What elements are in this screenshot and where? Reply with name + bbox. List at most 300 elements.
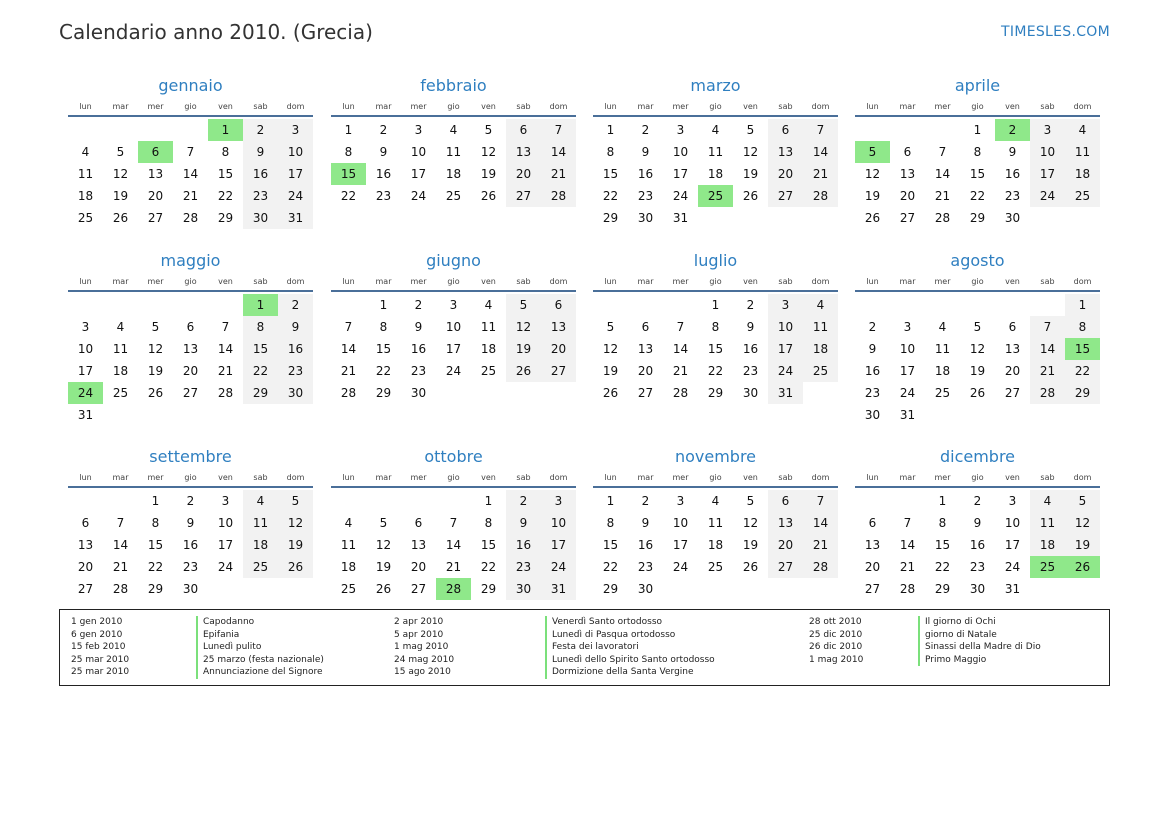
weekday-label: mer [147, 102, 164, 111]
day-cell: 25 [445, 189, 462, 203]
day-grid [855, 119, 1100, 229]
holiday-name: Annunciazione del Signore [196, 666, 324, 679]
day-cell: 17 [77, 364, 94, 378]
empty-cell [68, 490, 103, 512]
month-name: maggio [160, 251, 221, 270]
weekday-label: dom [811, 277, 830, 286]
day-cell: 31 [899, 408, 916, 422]
day-cell: 18 [803, 338, 838, 360]
day-cell: 12 [147, 342, 164, 356]
day-cell-holiday: 6 [138, 141, 173, 163]
weekday-label: lun [342, 473, 355, 482]
day-cell: 18 [1065, 163, 1100, 185]
month-luglio [593, 251, 838, 404]
day-cell: 5 [379, 516, 388, 530]
day-cell: 18 [480, 342, 497, 356]
day-cell: 1 [606, 123, 615, 137]
day-cell: 15 [375, 342, 392, 356]
day-cell: 24 [1004, 560, 1021, 574]
day-cell: 7 [803, 119, 838, 141]
day-cell: 7 [938, 145, 947, 159]
day-cell: 28 [672, 386, 689, 400]
day-cell: 21 [112, 560, 129, 574]
day-cell: 29 [1065, 382, 1100, 404]
day-cell: 22 [602, 560, 619, 574]
month-name: giugno [426, 251, 481, 270]
day-cell: 26 [147, 386, 164, 400]
day-cell: 31 [672, 211, 689, 225]
day-cell: 26 [375, 582, 392, 596]
holiday-name: Venerdì Santo ortodosso [545, 616, 715, 629]
empty-cell [436, 490, 471, 512]
holiday-date: 26 dic 2010 [809, 642, 863, 653]
day-cell: 29 [147, 582, 164, 596]
weekday-label: mar [375, 277, 392, 286]
weekday-label: sab [778, 102, 793, 111]
day-cell: 24 [672, 560, 689, 574]
holiday-name: Lunedì dello Spirito Santo ortodosso [545, 654, 715, 667]
weekday-label: mar [112, 102, 129, 111]
day-cell: 5 [746, 494, 755, 508]
day-cell: 2 [186, 494, 195, 508]
month-ottobre [331, 447, 576, 600]
day-cell: 29 [934, 582, 951, 596]
month-dicembre [855, 447, 1100, 600]
day-cell: 11 [1065, 141, 1100, 163]
day-cell: 11 [445, 145, 462, 159]
day-cell: 23 [375, 189, 392, 203]
day-cell: 17 [768, 338, 803, 360]
day-cell: 13 [147, 167, 164, 181]
day-cell: 7 [1030, 316, 1065, 338]
day-cell: 30 [637, 582, 654, 596]
day-cell: 20 [541, 338, 576, 360]
day-cell: 26 [506, 360, 541, 382]
day-cell: 9 [868, 342, 877, 356]
weekday-label: gio [709, 473, 722, 482]
day-cell: 8 [973, 145, 982, 159]
empty-cell [960, 294, 995, 316]
day-cell: 5 [116, 145, 125, 159]
day-cell: 6 [541, 294, 576, 316]
holiday-names-column [918, 616, 1041, 666]
day-cell: 9 [186, 516, 195, 530]
weekday-label: dom [811, 473, 830, 482]
day-cell: 13 [506, 141, 541, 163]
day-cell: 1 [344, 123, 353, 137]
weekday-label: dom [286, 277, 305, 286]
day-cell: 24 [278, 185, 313, 207]
weekday-label: dom [1073, 102, 1092, 111]
day-cell: 25 [707, 560, 724, 574]
day-cell: 3 [1030, 119, 1065, 141]
weekday-label: ven [1005, 473, 1020, 482]
empty-cell [138, 119, 173, 141]
weekday-label: lun [79, 277, 92, 286]
weekday-label: sab [253, 473, 268, 482]
holiday-dates-column [394, 616, 454, 679]
weekday-label: mer [410, 102, 427, 111]
day-cell-holiday: 5 [855, 141, 890, 163]
day-cell: 16 [506, 534, 541, 556]
day-cell: 12 [864, 167, 881, 181]
day-cell: 30 [243, 207, 278, 229]
day-cell: 3 [278, 119, 313, 141]
day-cell: 22 [243, 360, 278, 382]
day-cell-holiday: 2 [995, 119, 1030, 141]
day-cell: 10 [217, 516, 234, 530]
day-cell: 27 [182, 386, 199, 400]
day-cell: 31 [77, 408, 94, 422]
brand-link[interactable]: TIMESLES.COM [1001, 24, 1110, 40]
day-cell: 14 [899, 538, 916, 552]
day-cell: 22 [602, 189, 619, 203]
month-marzo [593, 76, 838, 229]
day-cell: 23 [969, 560, 986, 574]
holiday-name: Il giorno di Ochi [918, 616, 1041, 629]
month-name: ottobre [424, 447, 483, 466]
day-cell: 4 [803, 294, 838, 316]
day-cell: 28 [803, 556, 838, 578]
weekday-label: dom [549, 277, 568, 286]
day-cell: 11 [243, 512, 278, 534]
day-cell: 22 [969, 189, 986, 203]
day-cell: 21 [899, 560, 916, 574]
weekday-label: gio [709, 277, 722, 286]
day-cell: 3 [221, 494, 230, 508]
holiday-date: 6 gen 2010 [71, 629, 123, 640]
month-settembre [68, 447, 313, 600]
holiday-date: 1 gen 2010 [71, 617, 123, 627]
weekday-label: mer [672, 102, 689, 111]
day-cell: 26 [969, 386, 986, 400]
day-cell: 4 [243, 490, 278, 512]
day-cell: 25 [1065, 185, 1100, 207]
weekday-label: gio [184, 102, 197, 111]
month-name: gennaio [158, 76, 223, 95]
weekday-label: sab [778, 277, 793, 286]
weekday-label: mer [410, 277, 427, 286]
day-cell: 5 [278, 490, 313, 512]
day-cell: 5 [973, 320, 982, 334]
day-cell: 22 [1065, 360, 1100, 382]
weekday-label: ven [218, 473, 233, 482]
day-cell: 21 [672, 364, 689, 378]
day-cell: 3 [449, 298, 458, 312]
day-cell-holiday: 25 [1030, 556, 1065, 578]
day-cell: 8 [344, 145, 353, 159]
day-cell: 26 [480, 189, 497, 203]
weekday-label: dom [286, 473, 305, 482]
day-cell: 11 [803, 316, 838, 338]
day-cell: 10 [410, 145, 427, 159]
weekday-header [331, 98, 576, 117]
day-cell: 15 [707, 342, 724, 356]
day-cell: 23 [1004, 189, 1021, 203]
day-cell: 25 [77, 211, 94, 225]
day-cell: 2 [641, 123, 650, 137]
weekday-header [331, 273, 576, 292]
day-cell: 22 [147, 560, 164, 574]
day-cell: 7 [541, 119, 576, 141]
day-cell: 10 [1030, 141, 1065, 163]
day-cell: 10 [899, 342, 916, 356]
day-cell: 27 [147, 211, 164, 225]
weekday-label: sab [516, 473, 531, 482]
day-cell: 12 [602, 342, 619, 356]
weekday-label: ven [743, 277, 758, 286]
holiday-name: Lunedì pulito [196, 641, 324, 654]
day-cell: 8 [606, 516, 615, 530]
empty-cell [366, 490, 401, 512]
day-cell: 11 [77, 167, 94, 181]
day-cell: 18 [445, 167, 462, 181]
holiday-date: 28 ott 2010 [809, 617, 862, 627]
day-cell: 5 [151, 320, 160, 334]
day-cell: 21 [445, 560, 462, 574]
day-cell: 28 [112, 582, 129, 596]
weekday-label: mar [637, 277, 654, 286]
day-cell: 8 [938, 516, 947, 530]
day-cell: 16 [864, 364, 881, 378]
day-cell: 6 [414, 516, 423, 530]
day-cell: 13 [1004, 342, 1021, 356]
weekday-label: dom [1073, 277, 1092, 286]
day-cell: 29 [707, 386, 724, 400]
day-cell: 30 [969, 582, 986, 596]
weekday-label: ven [743, 102, 758, 111]
day-cell: 19 [112, 189, 129, 203]
day-cell: 29 [602, 211, 619, 225]
weekday-label: dom [811, 102, 830, 111]
day-cell: 27 [637, 386, 654, 400]
day-cell: 9 [243, 141, 278, 163]
weekday-label: gio [447, 102, 460, 111]
day-cell: 12 [506, 316, 541, 338]
day-cell: 20 [147, 189, 164, 203]
empty-cell [331, 490, 366, 512]
day-cell-holiday: 26 [1065, 556, 1100, 578]
day-cell: 17 [1030, 163, 1065, 185]
day-cell: 3 [676, 123, 685, 137]
day-cell: 7 [344, 320, 353, 334]
day-cell: 30 [637, 211, 654, 225]
day-cell: 8 [711, 320, 720, 334]
month-name: marzo [690, 76, 741, 95]
day-cell: 18 [77, 189, 94, 203]
day-cell: 10 [672, 516, 689, 530]
day-cell: 18 [243, 534, 278, 556]
day-cell: 6 [903, 145, 912, 159]
day-cell: 4 [711, 494, 720, 508]
day-cell: 23 [637, 189, 654, 203]
day-cell: 14 [445, 538, 462, 552]
day-cell: 11 [707, 516, 724, 530]
holiday-dates-column [71, 616, 129, 679]
day-grid [331, 119, 576, 207]
day-cell: 9 [641, 516, 650, 530]
day-cell: 6 [768, 490, 803, 512]
day-cell: 23 [243, 185, 278, 207]
day-cell: 8 [484, 516, 493, 530]
holiday-name: giorno di Natale [918, 629, 1041, 642]
day-cell: 9 [379, 145, 388, 159]
weekday-label: dom [549, 473, 568, 482]
holiday-date: 1 mag 2010 [809, 654, 864, 665]
day-cell: 1 [606, 494, 615, 508]
day-cell: 27 [506, 185, 541, 207]
day-cell: 22 [340, 189, 357, 203]
day-cell: 29 [217, 211, 234, 225]
day-cell: 31 [541, 578, 576, 600]
empty-cell [173, 294, 208, 316]
day-cell: 24 [410, 189, 427, 203]
day-cell: 15 [243, 338, 278, 360]
day-cell: 25 [480, 364, 497, 378]
day-cell: 17 [278, 163, 313, 185]
day-cell: 23 [864, 386, 881, 400]
day-cell: 29 [602, 582, 619, 596]
day-cell: 2 [278, 294, 313, 316]
day-cell: 2 [506, 490, 541, 512]
holiday-date: 24 mag 2010 [394, 654, 455, 665]
day-cell: 4 [449, 123, 458, 137]
day-grid [593, 490, 838, 600]
day-cell: 14 [112, 538, 129, 552]
day-cell: 23 [278, 360, 313, 382]
day-cell: 11 [707, 145, 724, 159]
day-cell: 13 [768, 512, 803, 534]
weekday-label: lun [866, 473, 879, 482]
day-cell: 3 [903, 320, 912, 334]
day-cell: 19 [602, 364, 619, 378]
empty-cell [628, 294, 663, 316]
day-cell: 20 [637, 364, 654, 378]
page-title: Calendario anno 2010. (Grecia) [59, 20, 373, 44]
empty-cell [68, 119, 103, 141]
weekday-header [68, 98, 313, 117]
day-cell: 14 [217, 342, 234, 356]
day-cell: 31 [768, 382, 803, 404]
day-cell: 12 [742, 145, 759, 159]
day-cell: 22 [217, 189, 234, 203]
day-cell: 2 [746, 298, 755, 312]
day-cell: 27 [768, 185, 803, 207]
day-cell: 14 [672, 342, 689, 356]
day-cell: 13 [410, 538, 427, 552]
day-cell: 15 [147, 538, 164, 552]
empty-cell [890, 294, 925, 316]
holiday-name: 25 marzo (festa nazionale) [196, 654, 324, 667]
day-cell: 12 [1065, 512, 1100, 534]
month-gennaio [68, 76, 313, 229]
weekday-label: gio [184, 277, 197, 286]
empty-cell [890, 119, 925, 141]
day-grid [593, 119, 838, 229]
day-cell: 30 [864, 408, 881, 422]
day-cell: 21 [217, 364, 234, 378]
weekday-label: mar [375, 102, 392, 111]
day-cell: 13 [182, 342, 199, 356]
day-cell: 19 [864, 189, 881, 203]
day-grid [855, 490, 1100, 600]
day-cell: 12 [480, 145, 497, 159]
weekday-label: mar [112, 473, 129, 482]
month-agosto [855, 251, 1100, 426]
month-giugno [331, 251, 576, 404]
day-cell: 4 [1065, 119, 1100, 141]
day-cell: 19 [506, 338, 541, 360]
month-maggio [68, 251, 313, 426]
day-cell: 3 [676, 494, 685, 508]
weekday-label: lun [604, 473, 617, 482]
day-cell-holiday: 1 [243, 294, 278, 316]
day-cell: 22 [375, 364, 392, 378]
day-cell: 14 [934, 167, 951, 181]
day-cell: 17 [217, 538, 234, 552]
weekday-label: mer [934, 473, 951, 482]
day-cell: 8 [151, 516, 160, 530]
weekday-label: ven [481, 277, 496, 286]
day-cell: 18 [340, 560, 357, 574]
day-cell: 16 [1004, 167, 1021, 181]
holiday-name: Lunedì di Pasqua ortodosso [545, 629, 715, 642]
empty-cell [663, 294, 698, 316]
day-cell: 6 [868, 516, 877, 530]
weekday-header [593, 98, 838, 117]
day-cell: 16 [969, 538, 986, 552]
day-cell: 10 [278, 141, 313, 163]
day-cell: 26 [278, 556, 313, 578]
day-cell: 7 [449, 516, 458, 530]
day-cell: 25 [934, 386, 951, 400]
holiday-date: 5 apr 2010 [394, 629, 444, 640]
holiday-names-column [196, 616, 324, 679]
day-cell: 1 [938, 494, 947, 508]
weekday-label: mer [934, 102, 951, 111]
day-cell: 5 [506, 294, 541, 316]
day-cell: 13 [864, 538, 881, 552]
day-cell: 18 [707, 538, 724, 552]
month-febbraio [331, 76, 576, 207]
day-cell: 6 [768, 119, 803, 141]
weekday-header [593, 273, 838, 292]
weekday-label: gio [971, 473, 984, 482]
day-cell: 7 [903, 516, 912, 530]
holiday-list [59, 609, 1110, 686]
day-cell: 6 [506, 119, 541, 141]
day-cell: 30 [410, 386, 427, 400]
day-cell: 24 [445, 364, 462, 378]
empty-cell [855, 119, 890, 141]
weekday-label: mer [147, 473, 164, 482]
weekday-label: gio [184, 473, 197, 482]
day-cell: 10 [672, 145, 689, 159]
day-cell: 20 [410, 560, 427, 574]
day-cell: 28 [217, 386, 234, 400]
day-cell: 4 [1030, 490, 1065, 512]
day-cell: 19 [278, 534, 313, 556]
empty-cell [995, 294, 1030, 316]
weekday-label: ven [481, 102, 496, 111]
day-cell: 20 [864, 560, 881, 574]
day-cell: 4 [484, 298, 493, 312]
day-cell: 19 [480, 167, 497, 181]
day-cell: 27 [1004, 386, 1021, 400]
day-cell: 10 [445, 320, 462, 334]
empty-cell [925, 294, 960, 316]
empty-cell [331, 294, 366, 316]
